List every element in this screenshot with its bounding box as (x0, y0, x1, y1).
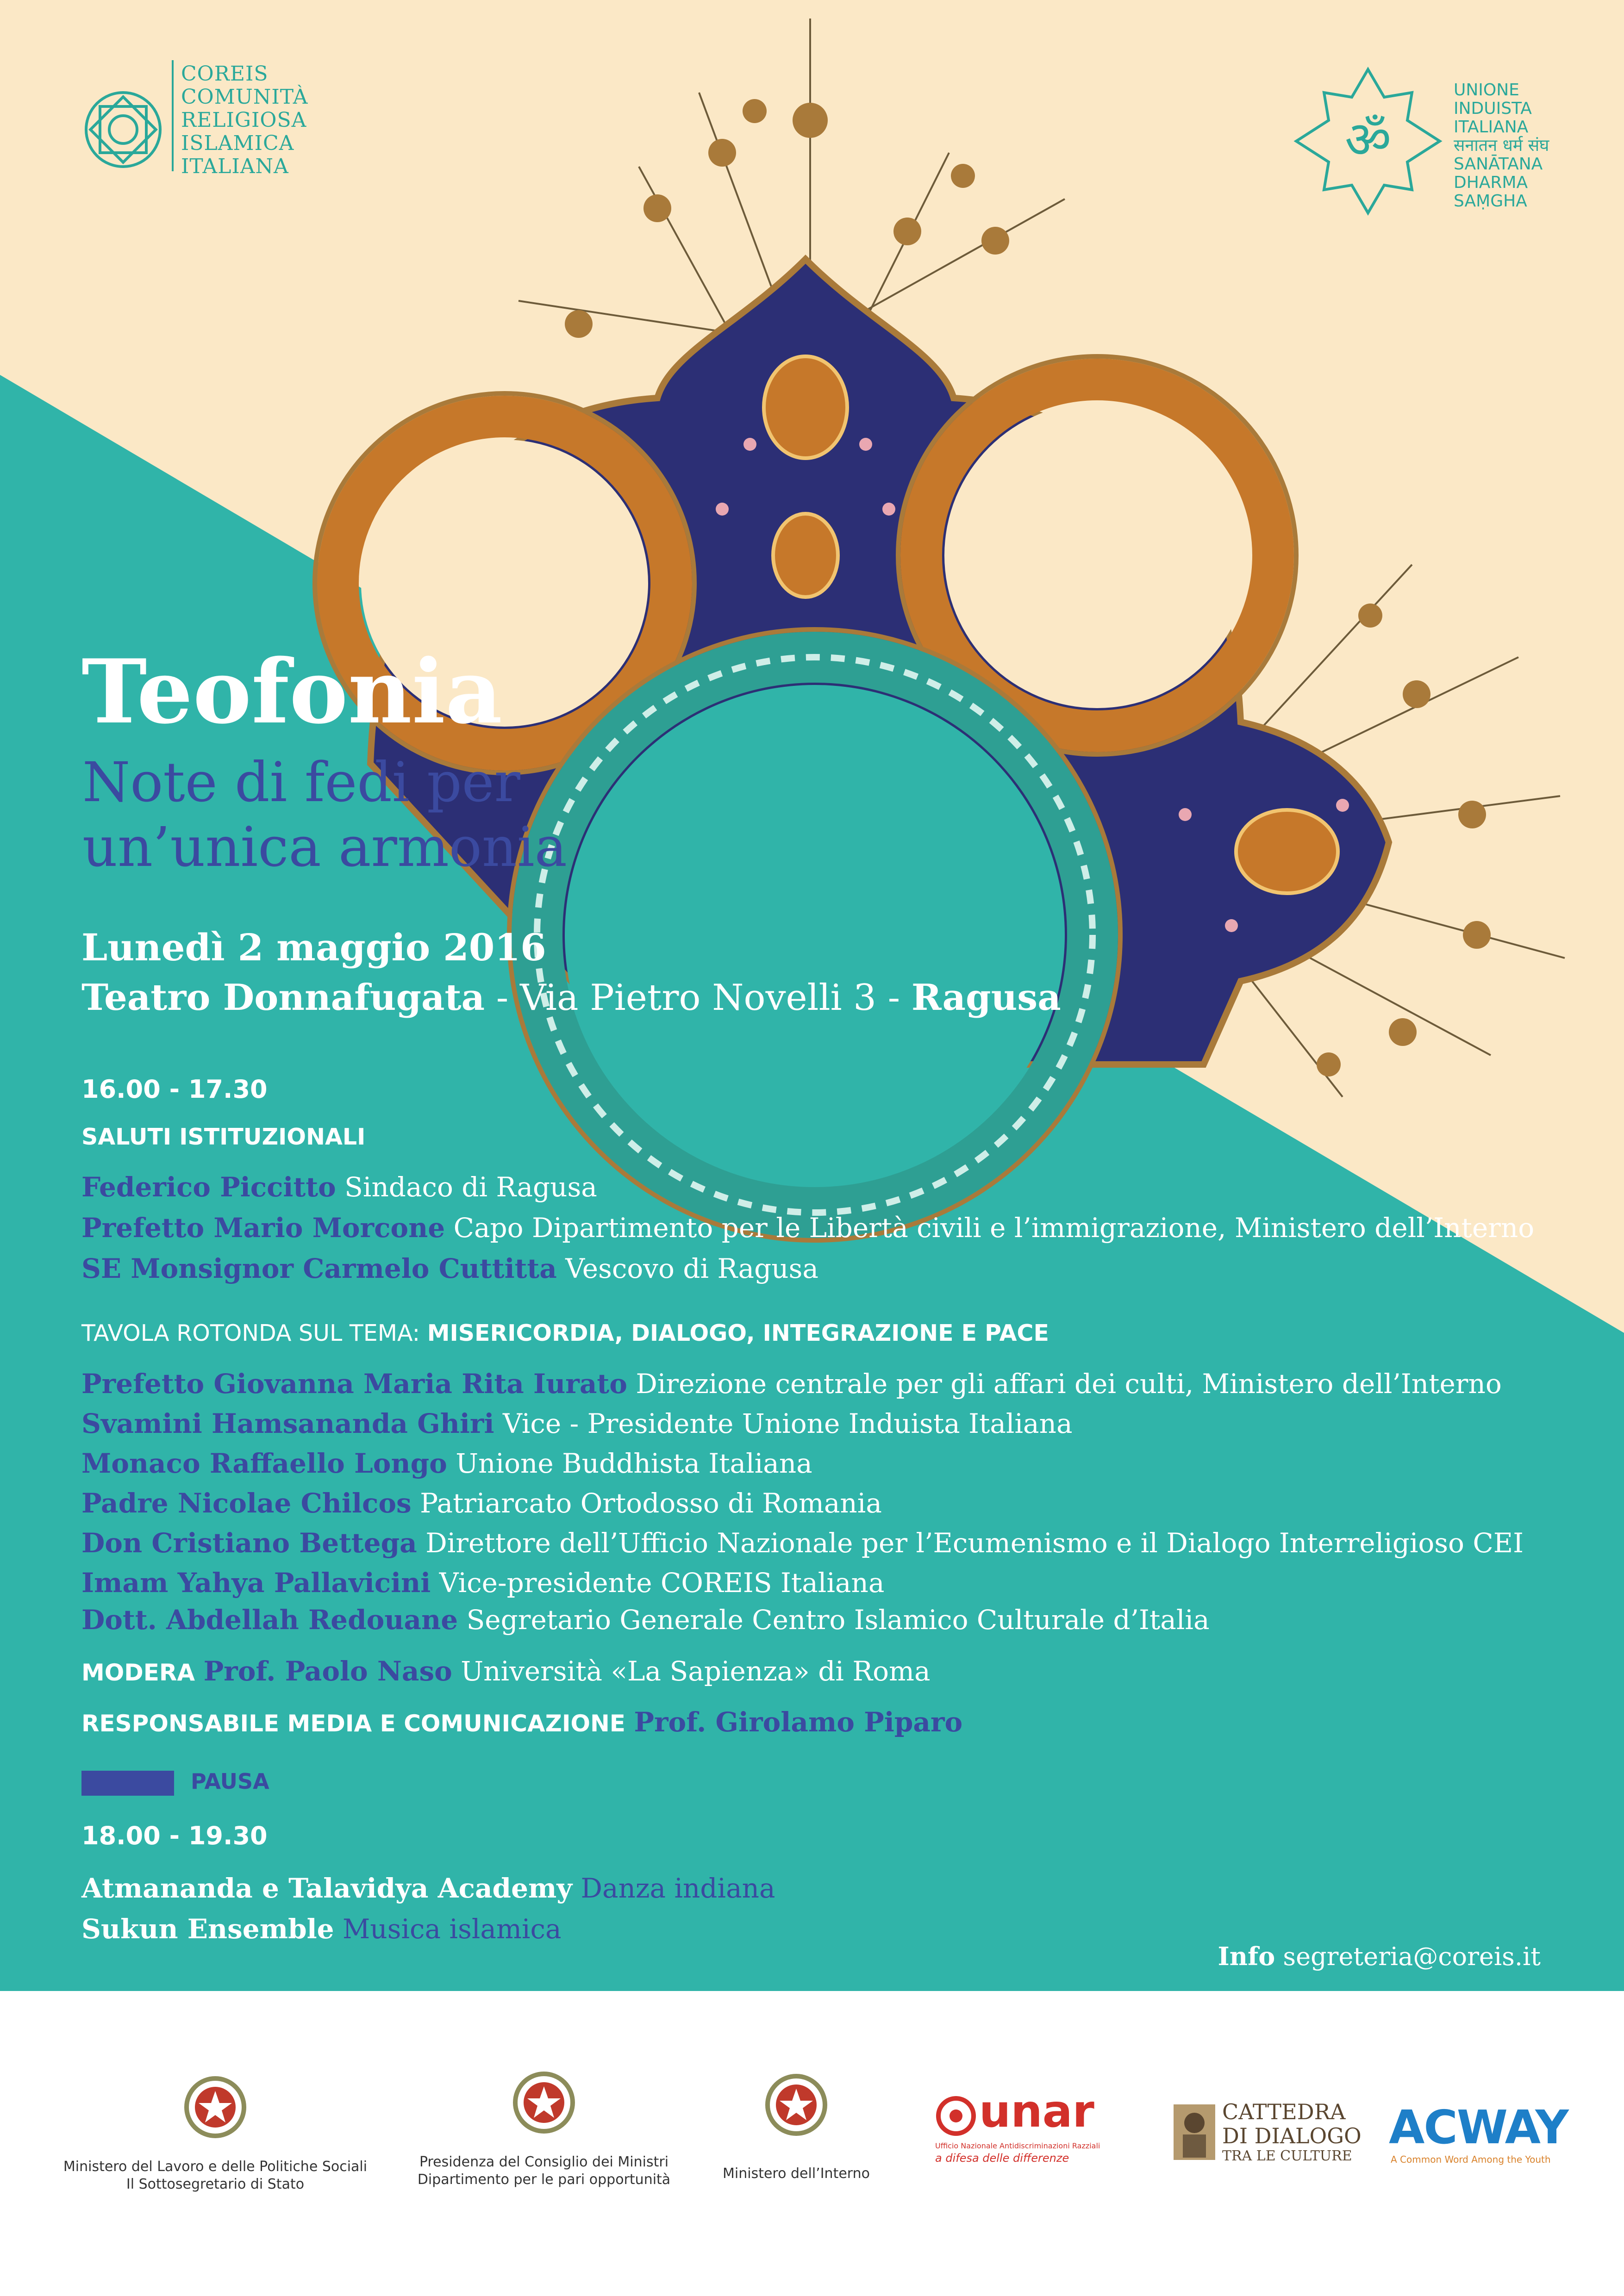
subtitle-line: un’unica armonia (82, 815, 567, 879)
venue-separator: - (485, 977, 520, 1019)
sponsor-caption-line: Ministero del Lavoro e delle Politiche Sociali (63, 2159, 368, 2175)
sponsor-caption-line: Dipartimento per le pari opportunità (417, 2172, 671, 2188)
moderator-row (81, 1655, 931, 1689)
cattedra-line: TRA LE CULTURE (1222, 2148, 1352, 2164)
uii-line: INDUISTA (1454, 99, 1532, 118)
panel-row (81, 1487, 882, 1519)
performer-name: Sukun Ensemble (81, 1913, 334, 1945)
info-email[interactable]: segreteria@coreis.it (1283, 1942, 1541, 1971)
sponsor-caption-line: Ministero dell’Interno (723, 2165, 870, 2182)
panel-row (81, 1407, 1073, 1440)
venue-name: Teatro Donnafugata (81, 977, 485, 1019)
media-row (81, 1706, 962, 1740)
panel-row (81, 1567, 884, 1599)
event-title: Teofonia (81, 640, 503, 743)
performance-row (81, 1872, 775, 1904)
italian-emblem-icon (509, 2068, 579, 2137)
info-label: Info (1218, 1941, 1275, 1971)
speaker-name: Dott. Abdellah Redouane (81, 1604, 458, 1636)
slot2-time: 18.00 - 19.30 (81, 1821, 268, 1850)
sponsor-footer (0, 1991, 1624, 2296)
roundtable-prefix: TAVOLA ROTONDA SUL TEMA: (81, 1320, 427, 1346)
performance-row (81, 1913, 562, 1945)
speaker-name: Don Cristiano Bettega (81, 1527, 417, 1559)
knot-emblem-icon (81, 88, 165, 171)
coreis-line: COMUNITÀ (181, 85, 308, 109)
panel-row (81, 1447, 812, 1480)
performance-genre: Musica islamica (343, 1913, 562, 1945)
coreis-wordmark (181, 62, 308, 178)
uii-line: ITALIANA (1454, 118, 1529, 137)
venue-separator: - (876, 977, 912, 1019)
speaker-role: Unione Buddhista Italiana (456, 1448, 812, 1479)
moderator-role: Università «La Sapienza» di Roma (461, 1655, 931, 1687)
speaker-name: Prefetto Mario Morcone (81, 1212, 445, 1244)
venue-address: Via Pietro Novelli 3 (520, 977, 876, 1019)
unar-tagline: a difesa delle differenze (935, 2152, 1069, 2165)
speaker-name: Padre Nicolae Chilcos (81, 1487, 412, 1519)
unar-wordmark: unar (979, 2085, 1094, 2137)
speaker-name: Imam Yahya Pallavicini (81, 1567, 431, 1599)
speaker-role: Direzione centrale per gli affari dei culti, Ministero dell’Interno (636, 1368, 1502, 1400)
uii-line: सनातन धर्म संघ (1454, 136, 1549, 155)
panel-row (81, 1527, 1524, 1559)
media-label: RESPONSABILE MEDIA E COMUNICAZIONE (81, 1710, 625, 1737)
subtitle-line: Note di fedi per (82, 750, 520, 814)
cattedra-line: DI DIALOGO (1222, 2123, 1362, 2148)
moderator-name: Prof. Paolo Naso (203, 1655, 452, 1687)
om-lotus-emblem-icon (1292, 65, 1444, 218)
cattedra-wordmark (1222, 2100, 1362, 2165)
speaker-name: Federico Piccitto (81, 1171, 336, 1203)
speaker-role: Patriarcato Ortodosso di Romania (420, 1487, 882, 1519)
italian-emblem-icon (181, 2072, 250, 2142)
sponsor-caption (708, 2165, 884, 2183)
cattedra-line: CATTEDRA (1222, 2099, 1346, 2124)
pause-bar (81, 1771, 174, 1796)
sponsor-caption-line: Il Sottosegretario di Stato (126, 2176, 305, 2192)
coreis-line: ITALIANA (181, 155, 289, 178)
speaker-role: Vice - Presidente Unione Induista Italiana (502, 1408, 1073, 1439)
acway-tagline: A Common Word Among the Youth (1391, 2154, 1551, 2165)
speaker-role: Vice-presidente COREIS Italiana (439, 1567, 885, 1599)
uii-wordmark (1454, 81, 1549, 211)
pause-label: PAUSA (191, 1769, 269, 1794)
panel-row (81, 1604, 1210, 1636)
uii-line: DHARMA (1454, 173, 1528, 192)
uii-line: SAṂGHA (1454, 192, 1527, 211)
cattedra-logo-icon (1171, 2102, 1218, 2162)
unar-logo-icon (935, 2095, 977, 2137)
panel-row (81, 1368, 1502, 1400)
speaker-role: Sindaco di Ragusa (344, 1171, 597, 1203)
greeting-row (81, 1252, 818, 1285)
greetings-heading: SALUTI ISTITUZIONALI (81, 1124, 366, 1150)
performer-name: Atmananda e Talavidya Academy (81, 1873, 573, 1904)
speaker-name: SE Monsignor Carmelo Cuttitta (81, 1253, 557, 1284)
speaker-name: Prefetto Giovanna Maria Rita Iurato (81, 1368, 627, 1400)
svg-text:ॐ: ॐ (1344, 110, 1392, 169)
speaker-role: Vescovo di Ragusa (565, 1253, 818, 1284)
roundtable-heading (81, 1320, 1049, 1346)
speaker-name: Monaco Raffaello Longo (81, 1448, 447, 1479)
sponsor-caption-line: Presidenza del Consiglio dei Ministri (419, 2154, 669, 2170)
slot1-time: 16.00 - 17.30 (81, 1075, 268, 1104)
uii-line: SANĀTANA (1454, 155, 1543, 174)
moderator-label: MODERA (81, 1659, 195, 1686)
logo-divider (172, 60, 174, 171)
sponsor-caption (394, 2153, 694, 2189)
italian-emblem-icon (762, 2070, 831, 2140)
coreis-line: COREIS (181, 62, 269, 86)
sponsor-caption (56, 2158, 375, 2193)
speaker-role: Direttore dell’Ufficio Nazionale per l’Ecumenismo e il Dialogo Interreligioso CEI (425, 1527, 1524, 1559)
speaker-name: Svamini Hamsananda Ghiri (81, 1408, 494, 1439)
coreis-line: ISLAMICA (181, 131, 294, 155)
greeting-row (81, 1212, 1534, 1244)
event-venue (81, 977, 1061, 1019)
speaker-role: Segretario Generale Centro Islamico Culturale d’Italia (466, 1604, 1210, 1636)
event-date: Lunedì 2 maggio 2016 (81, 926, 546, 969)
speaker-role: Capo Dipartimento per le Libertà civili e l’immigrazione, Ministero dell’Interno (453, 1212, 1535, 1244)
coreis-line: RELIGIOSA (181, 108, 307, 132)
roundtable-theme: MISERICORDIA, DIALOGO, INTEGRAZIONE E PACE (427, 1320, 1049, 1346)
venue-city: Ragusa (911, 977, 1061, 1019)
acway-wordmark: ACWAY (1389, 2100, 1568, 2154)
unar-small-text: Ufficio Nazionale Antidiscriminazioni Razziali (935, 2141, 1100, 2150)
performance-genre: Danza indiana (581, 1873, 775, 1904)
greeting-row (81, 1171, 597, 1203)
info-contact (1218, 1941, 1541, 1971)
uii-line: UNIONE (1454, 81, 1519, 100)
media-name: Prof. Girolamo Piparo (634, 1706, 963, 1738)
event-subtitle (82, 750, 567, 879)
